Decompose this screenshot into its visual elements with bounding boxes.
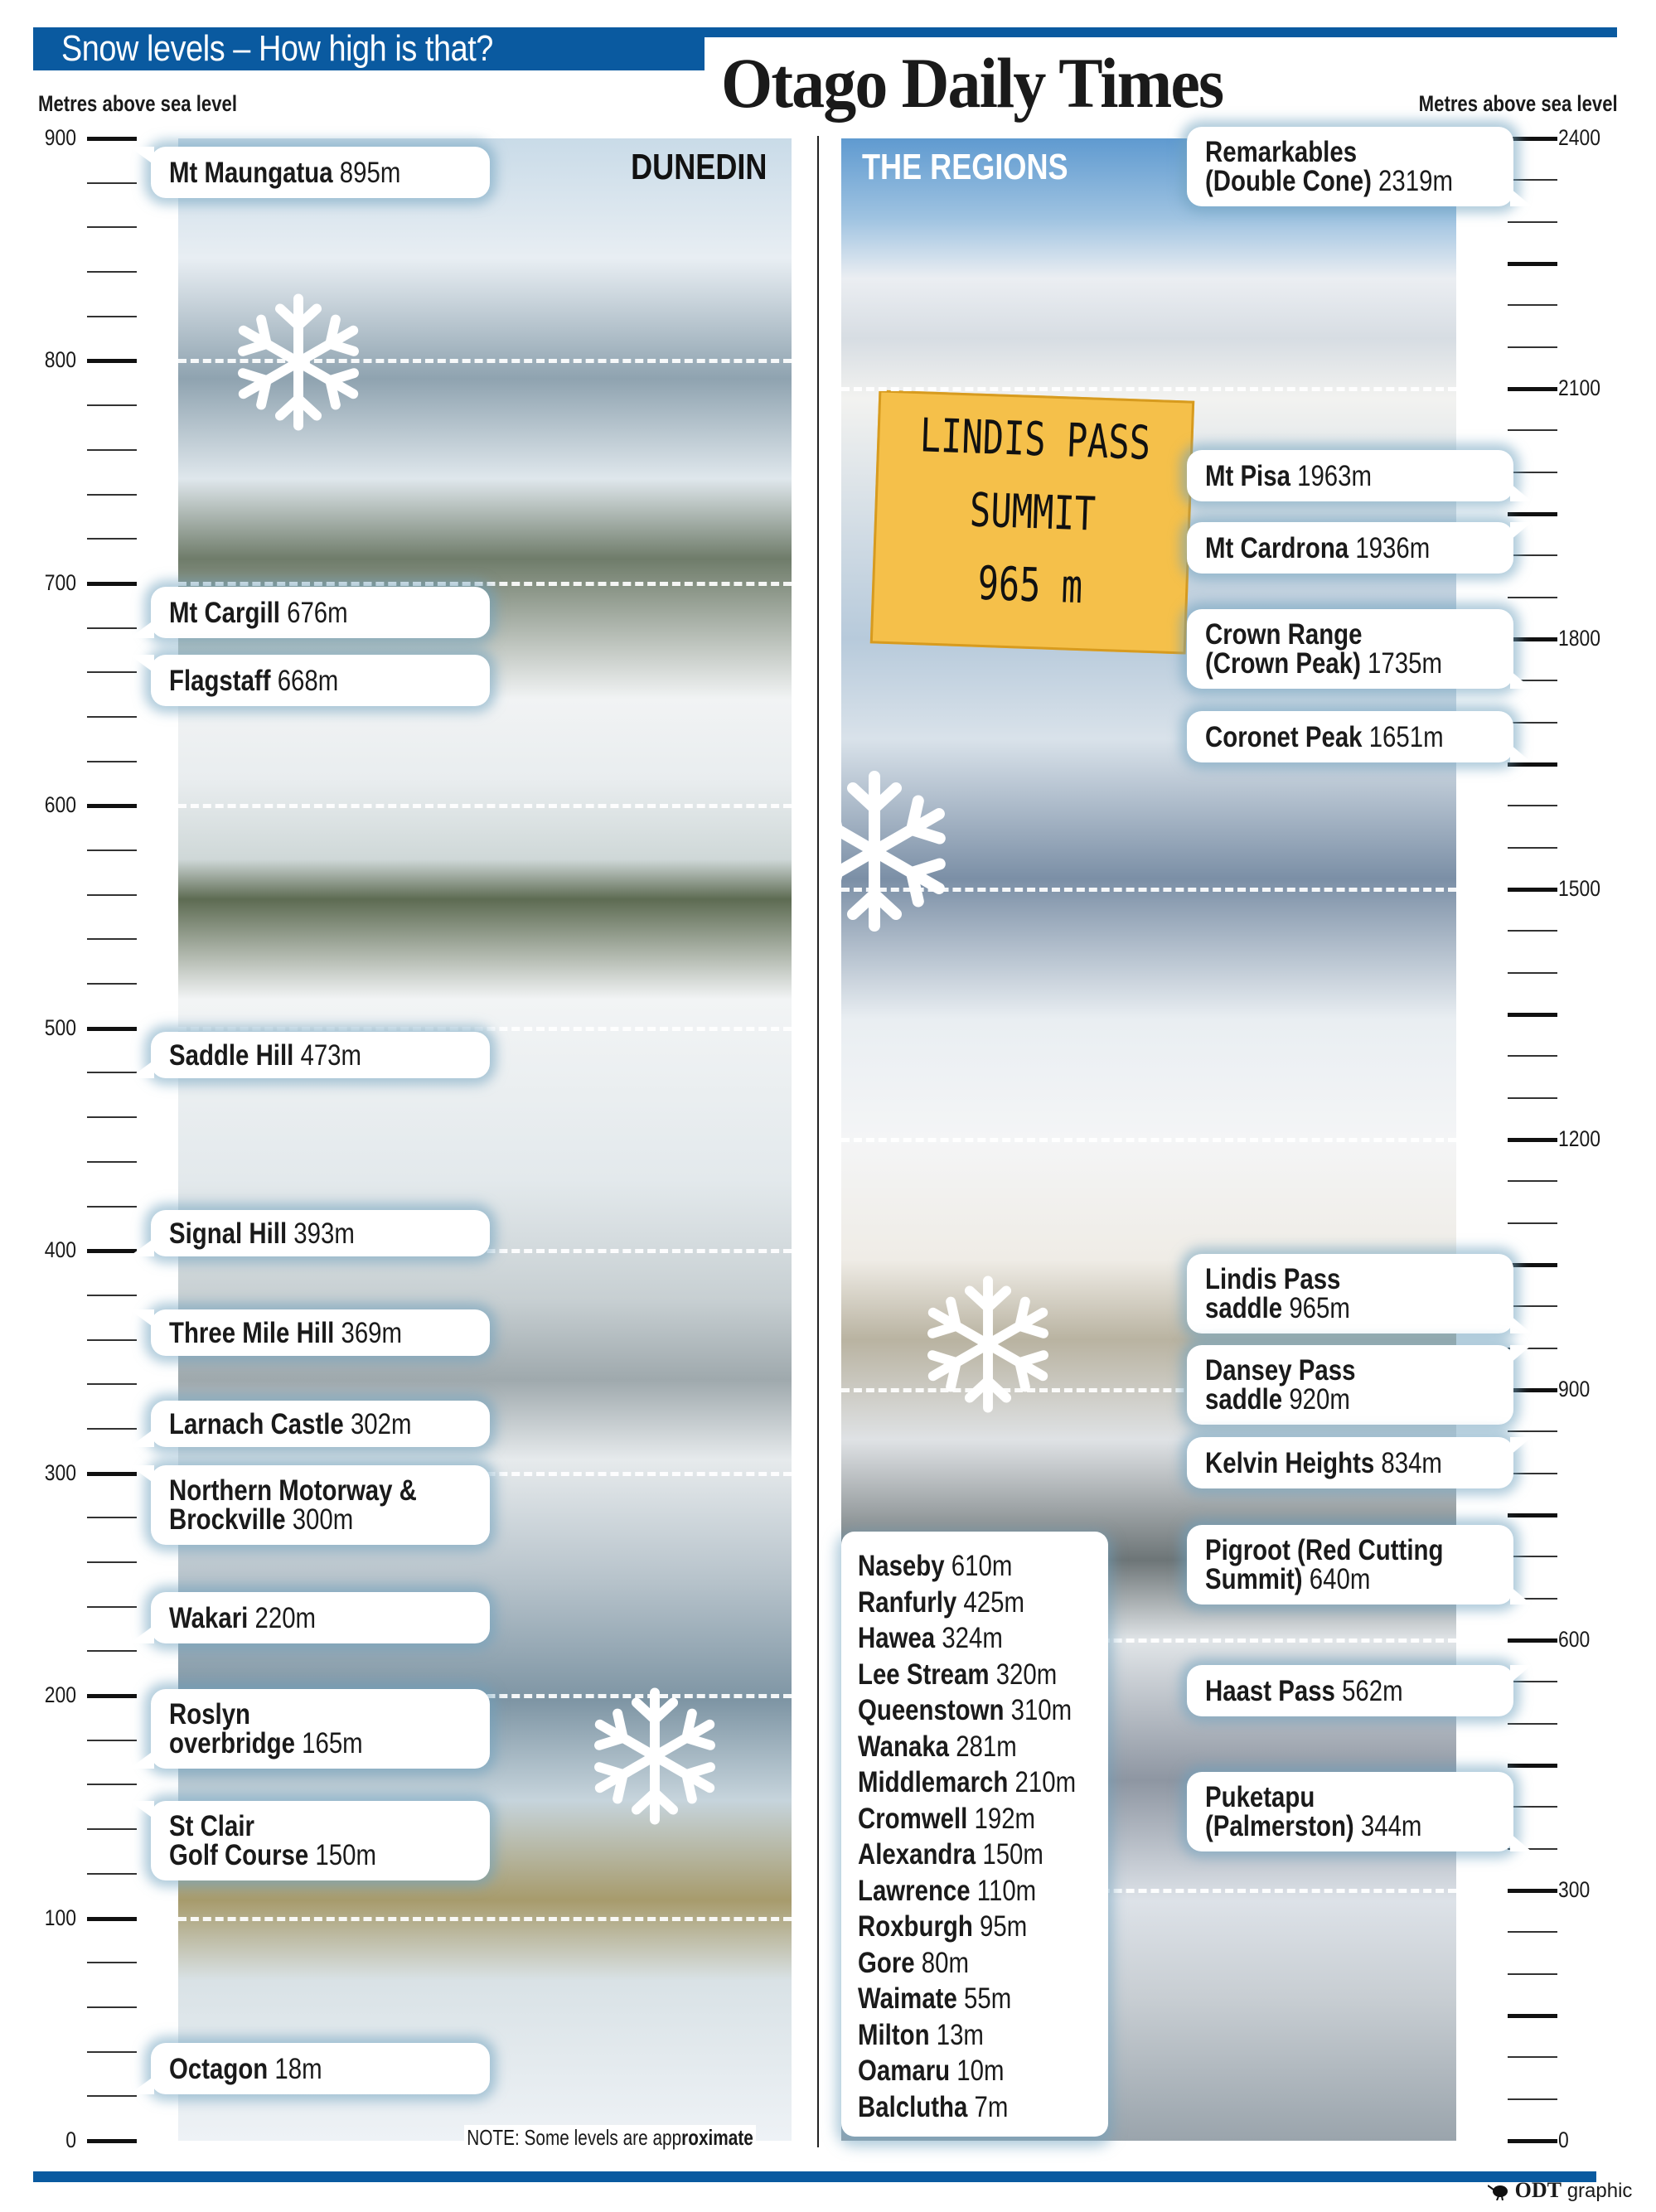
tick-label: 800 xyxy=(44,347,76,373)
major-tick xyxy=(1508,1638,1557,1643)
major-tick xyxy=(1508,888,1557,892)
snow-level-line xyxy=(178,1917,792,1921)
minor-tick xyxy=(87,271,137,273)
callout-pointer xyxy=(1510,744,1532,762)
tick-label: 200 xyxy=(44,1682,76,1708)
town-name: Middlemarch xyxy=(858,1766,1009,1798)
town-elevation: 281m xyxy=(949,1730,1017,1763)
callout-pointer xyxy=(129,1060,154,1078)
minor-tick xyxy=(87,1161,137,1163)
town-elevation: 7m xyxy=(967,2090,1009,2123)
minor-tick xyxy=(87,404,137,406)
top-rule xyxy=(705,27,1617,37)
town-elevation: 610m xyxy=(944,1550,1013,1582)
snow-level-line xyxy=(178,1027,792,1031)
town-elevation: 324m xyxy=(935,1622,1003,1654)
snow-level-line xyxy=(178,582,792,586)
elevation-callout xyxy=(151,1592,490,1643)
elevation-value: 220m xyxy=(248,1601,317,1634)
snow-level-line xyxy=(841,387,1456,391)
minor-tick xyxy=(1508,1806,1557,1808)
location-name: Larnach Castle xyxy=(169,1407,344,1440)
callout-pointer xyxy=(129,1801,154,1819)
minor-tick xyxy=(87,849,137,851)
minor-tick xyxy=(87,538,137,540)
major-tick xyxy=(1508,762,1557,767)
major-tick xyxy=(87,137,137,141)
minor-tick xyxy=(87,494,137,496)
location-name: Mt Maungatua xyxy=(169,156,333,189)
town-row xyxy=(858,1981,1068,2017)
snowflake-icon xyxy=(584,1682,725,1831)
major-tick xyxy=(87,1027,137,1031)
town-row xyxy=(858,1657,1068,1693)
credit xyxy=(1488,2178,1632,2203)
minor-tick xyxy=(87,1339,137,1341)
minor-tick xyxy=(87,1383,137,1385)
snowflake-icon xyxy=(228,288,369,437)
location-name: (Double Cone) xyxy=(1205,165,1372,197)
minor-tick xyxy=(87,182,137,184)
minor-tick xyxy=(87,983,137,985)
minor-tick xyxy=(1508,597,1557,598)
location-name: Pigroot (Red Cutting xyxy=(1205,1534,1444,1566)
major-tick xyxy=(87,1694,137,1698)
town-row xyxy=(858,1945,1068,1982)
elevation-value: 1735m xyxy=(1360,647,1442,680)
town-elevation: 192m xyxy=(967,1802,1036,1835)
elevation-callout xyxy=(1187,522,1513,574)
elevation-value: 344m xyxy=(1353,1810,1422,1842)
elevation-callout xyxy=(1187,127,1513,206)
minor-tick xyxy=(1508,972,1557,974)
minor-tick xyxy=(1508,1931,1557,1933)
town-row xyxy=(858,2089,1068,2126)
minor-tick xyxy=(87,1740,137,1741)
major-tick xyxy=(1508,512,1557,516)
callout-pointer xyxy=(1510,1833,1532,1851)
callout-pointer xyxy=(129,147,154,165)
minor-tick xyxy=(87,1784,137,1785)
lindis-pass-sign xyxy=(870,390,1194,654)
minor-tick xyxy=(87,1295,137,1296)
callout-pointer xyxy=(1510,1665,1532,1683)
tick-label: 700 xyxy=(44,569,76,595)
major-tick xyxy=(1508,1138,1557,1142)
tick-label: 0 xyxy=(65,2127,76,2152)
town-elevation: 10m xyxy=(950,2055,1005,2087)
tick-label: 1800 xyxy=(1558,626,1601,651)
elevation-value: 562m xyxy=(1334,1674,1403,1707)
town-row xyxy=(858,1801,1068,1837)
town-list-panel xyxy=(841,1532,1108,2137)
tick-label: 900 xyxy=(44,125,76,150)
snowflake-icon xyxy=(918,1270,1058,1419)
credit-suffix: graphic xyxy=(1566,2180,1633,2202)
callout-pointer xyxy=(129,1429,154,1447)
town-name: Balclutha xyxy=(858,2090,968,2123)
town-name: Hawea xyxy=(858,1622,936,1654)
tick-label: 100 xyxy=(44,1905,76,1930)
tick-label: 300 xyxy=(44,1459,76,1485)
town-elevation: 425m xyxy=(956,1585,1024,1619)
location-name: Three Mile Hill xyxy=(169,1316,335,1349)
town-row xyxy=(858,2017,1068,2054)
location-name: Haast Pass xyxy=(1205,1674,1335,1707)
location-name: Signal Hill xyxy=(169,1217,288,1250)
major-tick xyxy=(1508,1388,1557,1392)
sign-line-1: LINDIS PASS xyxy=(918,409,1152,471)
town-row xyxy=(858,1548,1068,1585)
location-name: Brockville xyxy=(169,1503,286,1536)
sign-line-2: SUMMIT xyxy=(968,483,1097,542)
town-row xyxy=(858,1909,1068,1945)
note-text: NOTE: Some levels are app xyxy=(467,2125,682,2150)
minor-tick xyxy=(87,2095,137,2097)
bottom-rule xyxy=(33,2171,1596,2182)
major-tick xyxy=(1508,1263,1557,1267)
callout-pointer xyxy=(1510,188,1532,206)
minor-tick xyxy=(1508,930,1557,932)
major-tick xyxy=(87,1917,137,1921)
location-name: Dansey Pass xyxy=(1205,1354,1356,1387)
elevation-callout xyxy=(151,587,490,638)
minor-tick xyxy=(87,894,137,896)
town-name: Ranfurly xyxy=(858,1585,957,1619)
elevation-callout xyxy=(151,655,490,706)
elevation-callout xyxy=(1187,1665,1513,1716)
elevation-value: 920m xyxy=(1282,1383,1350,1416)
town-name: Lawrence xyxy=(858,1874,971,1907)
minor-tick xyxy=(1508,805,1557,806)
elevation-callout xyxy=(1187,450,1513,501)
elevation-callout xyxy=(151,147,490,198)
axis-title-left: Metres above sea level xyxy=(38,91,238,116)
tick-label: 2100 xyxy=(1558,375,1601,400)
elevation-callout xyxy=(151,2043,490,2094)
tick-label: 900 xyxy=(1558,1377,1591,1401)
minor-tick xyxy=(87,1517,137,1518)
callout-pointer xyxy=(1510,1345,1532,1363)
tick-label: 0 xyxy=(1558,2127,1569,2152)
elevation-callout xyxy=(151,1401,490,1447)
town-name: Queenstown xyxy=(858,1694,1005,1726)
minor-tick xyxy=(1508,722,1557,724)
minor-tick xyxy=(1508,429,1557,431)
major-tick xyxy=(87,804,137,808)
banner-title: Snow levels – How high is that? xyxy=(61,28,493,69)
callout-pointer xyxy=(129,2076,154,2094)
elevation-callout xyxy=(1187,1525,1513,1605)
elevation-value: 1936m xyxy=(1349,531,1431,564)
town-row xyxy=(858,1585,1068,1621)
elevation-value: 18m xyxy=(268,2052,322,2085)
elevation-value: 393m xyxy=(287,1217,355,1250)
callout-pointer xyxy=(129,1625,154,1643)
minor-tick xyxy=(87,938,137,940)
callout-pointer xyxy=(129,1465,154,1484)
elevation-value: 302m xyxy=(343,1407,412,1440)
major-tick xyxy=(87,2139,137,2143)
elevation-value: 1651m xyxy=(1362,720,1444,753)
town-elevation: 150m xyxy=(976,1838,1043,1871)
elevation-value: 150m xyxy=(308,1839,376,1871)
town-name: Milton xyxy=(858,2018,930,2051)
elevation-value: 895m xyxy=(332,156,401,189)
minor-tick xyxy=(1508,179,1557,181)
elevation-value: 300m xyxy=(285,1503,354,1536)
elevation-callout xyxy=(1187,1437,1513,1488)
tick-label: 1200 xyxy=(1558,1126,1601,1151)
tick-label: 600 xyxy=(1558,1627,1591,1652)
elevation-value: 834m xyxy=(1374,1446,1442,1479)
callout-pointer xyxy=(129,1238,154,1256)
approximate-note xyxy=(464,2125,756,2151)
minor-tick xyxy=(1508,2098,1557,2100)
callout-pointer xyxy=(1510,1437,1532,1455)
minor-tick xyxy=(1508,1723,1557,1725)
location-name: Saddle Hill xyxy=(169,1038,294,1072)
tick-label: 500 xyxy=(44,1014,76,1040)
town-name: Oamaru xyxy=(858,2055,951,2087)
elevation-callout xyxy=(151,1801,490,1880)
town-name: Naseby xyxy=(858,1550,945,1582)
minor-tick xyxy=(1508,1222,1557,1224)
callout-pointer xyxy=(129,1309,154,1328)
town-row xyxy=(858,2053,1068,2089)
minor-tick xyxy=(1508,221,1557,223)
minor-tick xyxy=(87,1650,137,1652)
elevation-value: 473m xyxy=(293,1038,362,1072)
location-name: Mt Cargill xyxy=(169,596,280,629)
elevation-value: 1963m xyxy=(1290,459,1373,492)
town-elevation: 80m xyxy=(914,1946,969,1979)
town-row xyxy=(858,1873,1068,1909)
minor-tick xyxy=(1508,304,1557,306)
major-tick xyxy=(87,582,137,586)
minor-tick xyxy=(87,316,137,317)
tick-label: 1500 xyxy=(1558,876,1601,901)
minor-tick xyxy=(87,716,137,718)
tick-label: 400 xyxy=(44,1237,76,1263)
minor-tick xyxy=(87,761,137,762)
minor-tick xyxy=(87,1962,137,1963)
minor-tick xyxy=(1508,1556,1557,1557)
town-row xyxy=(858,1620,1068,1657)
town-name: Lee Stream xyxy=(858,1658,990,1691)
town-row xyxy=(858,1837,1068,1873)
elevation-value: 668m xyxy=(270,664,339,697)
elevation-value: 369m xyxy=(334,1316,403,1349)
callout-pointer xyxy=(1510,1315,1532,1333)
elevation-callout xyxy=(151,1689,490,1769)
location-name: Kelvin Heights xyxy=(1205,1446,1375,1479)
axis-title-right: Metres above sea level xyxy=(1418,91,1618,116)
elevation-value: 676m xyxy=(279,596,348,629)
location-name: Roslyn xyxy=(169,1698,251,1730)
credit-brand: ODT xyxy=(1514,2178,1562,2202)
callout-pointer xyxy=(1510,1586,1532,1605)
location-name: Mt Pisa xyxy=(1205,459,1290,492)
callout-pointer xyxy=(1510,670,1532,689)
elevation-value: 965m xyxy=(1282,1292,1350,1324)
minor-tick xyxy=(1508,1055,1557,1057)
elevation-value: 165m xyxy=(294,1727,363,1759)
elevation-callout xyxy=(1187,1254,1513,1333)
location-name: saddle xyxy=(1205,1292,1283,1324)
kiwi-bird-icon xyxy=(1488,2181,1509,2200)
major-tick xyxy=(1508,1513,1557,1517)
minor-tick xyxy=(87,449,137,451)
location-name: (Palmerston) xyxy=(1205,1810,1354,1842)
location-name: Lindis Pass xyxy=(1205,1263,1341,1295)
minor-tick xyxy=(1508,1473,1557,1474)
callout-pointer xyxy=(1510,522,1532,540)
town-row xyxy=(858,1692,1073,1729)
minor-tick xyxy=(1508,847,1557,849)
regions-title: THE REGIONS xyxy=(862,147,1068,187)
elevation-callout xyxy=(1187,1345,1513,1425)
minor-tick xyxy=(87,1116,137,1118)
sign-line-3: 965 m xyxy=(976,556,1084,615)
minor-tick xyxy=(1508,346,1557,348)
minor-tick xyxy=(1508,472,1557,473)
title-banner xyxy=(33,27,705,70)
location-name: Wakari xyxy=(169,1601,249,1634)
tick-label: 2400 xyxy=(1558,125,1601,150)
elevation-callout xyxy=(1187,1772,1513,1851)
town-elevation: 95m xyxy=(972,1910,1028,1943)
location-name: Mt Cardrona xyxy=(1205,531,1349,564)
snow-level-line xyxy=(841,1138,1456,1142)
callout-pointer xyxy=(129,1750,154,1769)
location-name: saddle xyxy=(1205,1383,1283,1416)
snow-level-line xyxy=(178,804,792,808)
minor-tick xyxy=(87,1873,137,1875)
town-name: Alexandra xyxy=(858,1838,976,1871)
town-elevation: 110m xyxy=(970,1874,1037,1907)
location-name: Crown Range xyxy=(1205,618,1363,651)
tick-label: 300 xyxy=(1558,1877,1591,1902)
minor-tick xyxy=(87,1828,137,1830)
minor-tick xyxy=(87,226,137,228)
major-tick xyxy=(1508,262,1557,266)
town-row xyxy=(858,1764,1077,1801)
major-tick xyxy=(1508,637,1557,641)
town-name: Wanaka xyxy=(858,1730,950,1763)
minor-tick xyxy=(87,2006,137,2008)
elevation-callout xyxy=(1187,609,1513,689)
panel-divider xyxy=(817,136,819,2147)
callout-pointer xyxy=(1510,483,1532,501)
town-elevation: 13m xyxy=(929,2018,984,2051)
tick-label: 600 xyxy=(44,792,76,818)
minor-tick xyxy=(1508,1097,1557,1099)
elevation-value: 2319m xyxy=(1371,165,1453,197)
minor-tick xyxy=(1508,2056,1557,2058)
location-name: Remarkables xyxy=(1205,136,1358,168)
major-tick xyxy=(1508,2014,1557,2018)
town-elevation: 320m xyxy=(989,1658,1058,1691)
note-text-bold: roximate xyxy=(681,2125,753,2150)
dunedin-title: DUNEDIN xyxy=(630,147,767,187)
major-tick xyxy=(1508,1764,1557,1768)
location-name: Octagon xyxy=(169,2052,269,2085)
location-name: Golf Course xyxy=(169,1839,309,1871)
town-name: Waimate xyxy=(858,1982,957,2015)
major-tick xyxy=(1508,387,1557,391)
minor-tick xyxy=(87,1206,137,1208)
minor-tick xyxy=(1508,1973,1557,1975)
major-tick xyxy=(1508,137,1557,141)
minor-tick xyxy=(1508,1180,1557,1182)
town-name: Roxburgh xyxy=(858,1910,973,1943)
callout-pointer xyxy=(129,655,154,673)
major-tick xyxy=(1508,1889,1557,1893)
elevation-callout xyxy=(1187,711,1513,762)
masthead: Otago Daily Times xyxy=(721,43,1223,123)
minor-tick xyxy=(87,1606,137,1608)
location-name: Flagstaff xyxy=(169,664,271,697)
location-name: (Crown Peak) xyxy=(1205,647,1361,680)
minor-tick xyxy=(87,1561,137,1563)
town-elevation: 55m xyxy=(956,1982,1012,2015)
location-name: Northern Motorway & xyxy=(169,1474,417,1507)
minor-tick xyxy=(1508,1430,1557,1432)
minor-tick xyxy=(1508,1305,1557,1307)
major-tick xyxy=(87,359,137,363)
major-tick xyxy=(1508,1013,1557,1017)
minor-tick xyxy=(87,2051,137,2053)
location-name: St Clair xyxy=(169,1810,254,1842)
elevation-value: 640m xyxy=(1302,1563,1371,1595)
town-row xyxy=(858,1729,1068,1765)
elevation-callout xyxy=(151,1032,490,1078)
town-name: Cromwell xyxy=(858,1802,968,1835)
elevation-callout xyxy=(151,1309,490,1356)
elevation-callout xyxy=(151,1210,490,1256)
town-elevation: 310m xyxy=(1004,1694,1073,1726)
location-name: Puketapu xyxy=(1205,1781,1315,1813)
major-tick xyxy=(1508,2139,1557,2143)
location-name: overbridge xyxy=(169,1727,295,1759)
callout-pointer xyxy=(129,620,154,638)
location-name: Coronet Peak xyxy=(1205,720,1363,753)
location-name: Summit) xyxy=(1205,1563,1303,1595)
minor-tick xyxy=(1508,554,1557,556)
snowflake-icon xyxy=(841,756,957,946)
town-name: Gore xyxy=(858,1946,915,1979)
town-elevation: 210m xyxy=(1008,1766,1077,1798)
elevation-callout xyxy=(151,1465,490,1545)
